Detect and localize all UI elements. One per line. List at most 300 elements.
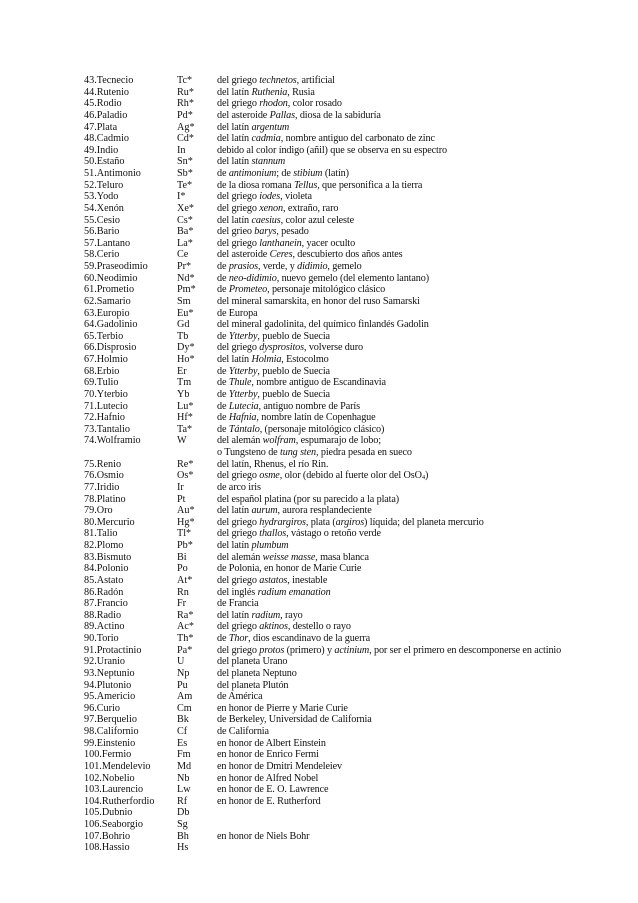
element-origin	[217, 168, 349, 180]
element-symbol: Hf*	[177, 412, 193, 424]
element-origin	[217, 354, 329, 366]
origin-text: del griego	[217, 202, 260, 214]
origin-italic-text: barys	[254, 226, 277, 238]
element-origin	[217, 656, 287, 668]
origin-text: del latín	[217, 540, 252, 551]
origin-text: ; de	[276, 168, 294, 179]
element-symbol: Ce	[177, 249, 189, 261]
element-symbol: Er	[177, 365, 187, 377]
element-name: 81.Talio	[84, 528, 118, 540]
element-row	[84, 168, 624, 180]
origin-text: , violeta	[280, 191, 312, 203]
origin-text: , yacer oculto	[301, 237, 356, 249]
element-origin	[217, 308, 258, 320]
element-name: 105.Dubnio	[84, 807, 133, 819]
element-row	[84, 203, 624, 215]
element-row	[84, 819, 624, 831]
origin-text: del griego	[217, 516, 260, 528]
element-row	[84, 703, 624, 715]
origin-text: del asteroide	[217, 249, 270, 261]
origin-text: , nuevo gemelo (del elemento lantano)	[276, 272, 430, 284]
origin-subscript: 4	[421, 474, 425, 482]
origin-text: de	[217, 261, 229, 272]
element-name: 87.Francio	[84, 598, 128, 610]
origin-text: , masa blanca	[315, 551, 369, 563]
element-name: 86.Radón	[84, 586, 124, 598]
origin-text: en honor de Pierre y Marie Curie	[217, 702, 348, 714]
element-name: 104.Rutherfordio	[84, 795, 155, 807]
origin-text: , piedra pesada en sueco	[316, 447, 412, 458]
element-row	[84, 494, 624, 506]
origin-italic-text: neo-didimio	[228, 272, 277, 284]
element-origin	[217, 714, 372, 726]
element-row	[84, 621, 624, 633]
element-symbol: Po	[177, 563, 188, 575]
origin-italic-text: stannum	[251, 156, 286, 168]
element-name: 45.Rodio	[84, 98, 122, 110]
element-name: 65.Terbio	[84, 330, 124, 342]
origin-text: del planeta Plutón	[217, 679, 289, 691]
element-origin	[217, 447, 412, 459]
origin-text: de	[217, 284, 229, 296]
element-origin	[217, 773, 318, 785]
origin-text: del griego	[217, 621, 260, 633]
element-origin	[217, 424, 384, 436]
element-name: 61.Prometio	[84, 284, 135, 296]
element-origin	[217, 226, 309, 238]
element-origin	[217, 412, 376, 424]
element-name: 78.Platino	[84, 493, 126, 505]
element-origin	[217, 610, 303, 622]
element-name: 96.Curio	[84, 702, 120, 714]
element-origin	[217, 389, 330, 401]
origin-text: , espumarajo de lobo;	[295, 435, 381, 447]
element-name: 58.Cerio	[84, 249, 120, 261]
origin-italic-text: aurum	[251, 505, 278, 517]
origin-italic-text: caesius	[251, 214, 281, 226]
element-row	[84, 610, 624, 622]
element-row	[84, 412, 624, 424]
element-name: 95.Americio	[84, 691, 136, 703]
element-row	[84, 784, 624, 796]
origin-text: , vástago o retoño verde	[286, 528, 381, 540]
element-symbol: Xe*	[177, 202, 194, 214]
element-row	[84, 761, 624, 773]
origin-text: del latín	[217, 214, 252, 226]
origin-italic-text: Ytterby	[228, 365, 258, 377]
origin-text: del latín	[217, 86, 252, 98]
element-name: 94.Plutonio	[84, 679, 132, 691]
origin-text: , rayo	[280, 609, 303, 621]
element-origin	[217, 342, 363, 354]
element-name: 60.Neodimio	[84, 272, 138, 284]
element-row	[84, 133, 624, 145]
element-name: 89.Actino	[84, 621, 125, 633]
origin-text: del grieo	[217, 226, 255, 238]
element-origin	[217, 401, 360, 413]
element-row	[84, 122, 624, 134]
element-name: 101.Mendelevio	[84, 760, 151, 772]
element-name: 54.Xenón	[84, 202, 124, 214]
element-origin	[217, 273, 429, 285]
origin-text: , aurora resplandeciente	[277, 505, 372, 517]
element-origin	[217, 598, 259, 610]
origin-text: de	[217, 633, 229, 644]
origin-text: de	[217, 330, 229, 342]
origin-italic-text: antimonium	[228, 168, 277, 179]
origin-text: , dios escandinavo de la guerra	[248, 633, 371, 644]
element-row	[84, 587, 624, 599]
element-row	[84, 424, 624, 436]
element-row	[84, 668, 624, 680]
element-symbol: Md	[177, 760, 192, 772]
origin-text: , Rusia	[287, 86, 315, 98]
element-symbol: Pm*	[177, 284, 196, 296]
element-symbol: At*	[177, 574, 193, 586]
element-symbol: Hs	[177, 842, 189, 854]
origin-text: , que personifica a la tierra	[317, 179, 423, 191]
element-name: 46.Paladio	[84, 109, 128, 121]
element-row	[84, 459, 624, 471]
element-symbol: U	[177, 656, 185, 668]
element-origin	[217, 726, 269, 738]
origin-text: (latín)	[322, 168, 349, 179]
origin-italic-text: Holmia	[251, 354, 282, 365]
element-name: 47.Plata	[84, 121, 118, 133]
origin-text: del latín, Rhenus, el río Rin.	[217, 458, 329, 470]
element-row	[84, 598, 624, 610]
origin-italic-text: protos	[259, 644, 285, 656]
element-row	[84, 796, 624, 808]
element-name: 83.Bismuto	[84, 551, 132, 563]
element-origin	[217, 156, 285, 168]
origin-text: , volverse duro	[303, 342, 363, 354]
element-row	[84, 680, 624, 692]
element-symbol: Tl*	[177, 528, 192, 540]
element-row	[84, 691, 624, 703]
element-name: 76.Osmio	[84, 470, 124, 482]
element-name: 51.Antimonio	[84, 168, 141, 179]
origin-text: o Tungsteno de	[217, 447, 281, 458]
element-origin	[217, 110, 381, 122]
origin-italic-text: cadmia	[251, 133, 281, 145]
origin-text: de	[217, 377, 229, 389]
origin-text: , extraño, raro	[282, 202, 339, 214]
element-symbol: Dy*	[177, 342, 195, 354]
origin-italic-text: Ruthenia	[251, 86, 288, 98]
element-symbol: Cs*	[177, 214, 193, 226]
origin-text: del latín	[217, 133, 252, 145]
origin-italic-text: Ytterby	[228, 388, 258, 400]
origin-text: , destello o rayo	[287, 621, 351, 633]
element-name: 80.Mercurio	[84, 516, 135, 528]
element-row	[84, 401, 624, 413]
origin-text: ) líquida; del planeta mercurio	[364, 516, 484, 528]
element-name: 100.Fermio	[84, 749, 132, 761]
origin-text: de arco iris	[217, 481, 261, 493]
origin-italic-text: Ceres	[269, 249, 293, 261]
origin-text: del mineral gadolinita, del químico finlandés Gadolin	[217, 319, 429, 331]
element-name: 108.Hassio	[84, 842, 130, 854]
element-origin	[217, 552, 369, 564]
origin-text: en honor de Dmitri Mendeleiev	[217, 760, 342, 772]
origin-italic-text: argentum	[251, 121, 290, 133]
element-origin	[217, 645, 561, 657]
element-name: 44.Rutenio	[84, 86, 129, 98]
element-row	[84, 261, 624, 273]
origin-text: de	[217, 168, 229, 179]
element-symbol: Sg	[177, 819, 188, 830]
origin-text: del griego	[217, 98, 260, 110]
origin-italic-text: lanthanein	[259, 237, 302, 249]
element-origin	[217, 528, 381, 540]
element-origin	[217, 749, 319, 761]
element-origin	[217, 133, 435, 145]
element-symbol: Fm	[177, 749, 191, 761]
element-symbol: Ta*	[177, 423, 193, 435]
element-name: 56.Bario	[84, 226, 120, 238]
element-name: 70.Yterbio	[84, 388, 128, 400]
origin-text: de	[217, 388, 229, 400]
element-row	[84, 482, 624, 494]
element-row	[84, 145, 624, 157]
origin-text: , nombre antiguo del carbonato de zinc	[280, 133, 435, 145]
element-row	[84, 633, 624, 645]
element-symbol: Cd*	[177, 133, 194, 145]
origin-text: , antiguo nombre de París	[258, 400, 360, 412]
element-origin	[217, 459, 328, 471]
origin-text: , diosa de la sabiduría	[294, 109, 381, 121]
origin-text: , verde, y	[257, 261, 298, 272]
origin-italic-text: Prometeo	[228, 284, 268, 296]
element-origin	[217, 180, 422, 192]
element-symbol: I*	[177, 191, 186, 203]
element-symbol: Pd*	[177, 109, 193, 121]
element-row	[84, 238, 624, 250]
origin-text: , Estocolmo	[281, 354, 329, 365]
element-list	[84, 75, 624, 854]
element-symbol: Lu*	[177, 400, 194, 412]
element-name: 59.Praseodimio	[84, 261, 148, 272]
origin-text: , nombre latín de Copenhague	[256, 412, 376, 424]
element-name: 48.Cadmio	[84, 133, 129, 145]
origin-text: en honor de Albert Einstein	[217, 737, 326, 749]
element-symbol: Bi	[177, 551, 187, 563]
element-row	[84, 284, 624, 296]
element-name: 98.Californio	[84, 726, 139, 737]
element-symbol: Rn	[177, 586, 189, 598]
element-row	[84, 191, 624, 203]
element-origin	[217, 145, 447, 157]
origin-text: de	[217, 365, 229, 377]
element-symbol: Pt	[177, 493, 186, 505]
element-name: 53.Yodo	[84, 191, 119, 203]
origin-text: , por ser el primero en descomponerse en actinio	[369, 644, 562, 656]
element-name: 88.Radio	[84, 609, 122, 621]
origin-text: del español platina (por su parecido a la plata)	[217, 493, 400, 505]
element-symbol: Sm	[177, 295, 191, 307]
origin-italic-text: Pallas	[269, 109, 295, 121]
origin-text: del griego	[217, 470, 260, 482]
element-origin	[217, 377, 386, 389]
origin-text: de Berkeley, Universidad de California	[217, 714, 372, 726]
origin-text: del griego	[217, 342, 260, 354]
element-name: 52.Teluro	[84, 179, 124, 191]
origin-text: del latín	[217, 609, 252, 621]
element-origin	[217, 296, 420, 308]
origin-text: , olor (debido al fuerte olor del OsO	[279, 470, 422, 482]
element-row	[84, 575, 624, 587]
origin-italic-text: plumbum	[251, 540, 289, 551]
element-origin	[217, 621, 351, 633]
origin-text: (primero) y	[284, 644, 335, 656]
origin-italic-text: hydrargiros	[259, 516, 306, 528]
element-symbol: Fr	[177, 598, 187, 610]
origin-text: en honor de E. O. Lawrence	[217, 784, 329, 796]
element-symbol: Eu*	[177, 307, 194, 319]
origin-italic-text: Hafnia	[228, 412, 257, 424]
origin-text: del latín	[217, 354, 252, 365]
origin-text: en honor de Enrico Fermi	[217, 749, 319, 761]
element-symbol: Bh	[177, 830, 189, 842]
element-row	[84, 842, 624, 854]
origin-italic-text: aktinos	[259, 621, 288, 633]
element-row	[84, 377, 624, 389]
element-name: 84.Polonio	[84, 563, 129, 575]
element-row	[84, 180, 624, 192]
element-origin	[217, 494, 399, 506]
element-symbol: Cf	[177, 726, 188, 737]
element-name: 85.Astato	[84, 574, 124, 586]
element-symbol: Ho*	[177, 354, 195, 365]
element-name: 92.Uranio	[84, 656, 126, 668]
origin-text: , gemelo	[327, 261, 362, 272]
origin-italic-text: astatos	[259, 574, 288, 586]
origin-italic-text: xenon	[259, 202, 283, 214]
element-name: 49.Indio	[84, 144, 119, 156]
origin-text: del latín	[217, 156, 252, 168]
origin-text: del alemán	[217, 435, 263, 447]
element-origin	[217, 435, 381, 447]
element-symbol: Pu	[177, 679, 188, 691]
element-symbol: Ba*	[177, 226, 194, 238]
element-row	[84, 156, 624, 168]
origin-text: del planeta Neptuno	[217, 667, 297, 679]
origin-text: en honor de Niels Bohr	[217, 830, 310, 842]
element-name: 68.Erbio	[84, 365, 120, 377]
element-symbol: Ru*	[177, 86, 194, 98]
element-origin	[217, 668, 297, 680]
element-name: 73.Tantalio	[84, 423, 130, 435]
element-name: 82.Plomo	[84, 540, 124, 551]
element-symbol: Pa*	[177, 644, 193, 656]
element-origin	[217, 680, 288, 692]
origin-text: en honor de Alfred Nobel	[217, 772, 319, 784]
element-symbol: La*	[177, 237, 193, 249]
element-row	[84, 296, 624, 308]
origin-text: en honor de E. Rutherford	[217, 795, 321, 807]
element-symbol: Ac*	[177, 621, 194, 633]
element-origin	[217, 691, 262, 703]
element-symbol: Ra*	[177, 609, 194, 621]
origin-italic-text: radium emanation	[257, 586, 331, 598]
element-row	[84, 354, 624, 366]
element-origin	[217, 203, 338, 215]
element-name: 77.Iridio	[84, 481, 120, 493]
origin-italic-text: osme	[259, 470, 280, 482]
element-origin	[217, 98, 342, 110]
element-symbol: Pb*	[177, 540, 193, 551]
origin-text: del griego	[217, 644, 260, 656]
origin-text: de Europa	[217, 307, 258, 319]
origin-italic-text: Lutecia	[228, 400, 259, 412]
element-row	[84, 447, 624, 459]
element-symbol: Lw	[177, 784, 191, 796]
element-row	[84, 249, 624, 261]
element-origin	[217, 563, 361, 575]
origin-text: , pesado	[276, 226, 309, 238]
element-origin	[217, 191, 312, 203]
element-row	[84, 517, 624, 529]
element-symbol: Nb	[177, 772, 190, 784]
origin-italic-text: Thule	[228, 377, 252, 389]
element-row	[84, 726, 624, 738]
element-origin	[217, 482, 261, 494]
element-origin	[217, 540, 289, 552]
element-origin	[217, 470, 428, 482]
origin-italic-text: prasios	[228, 261, 258, 272]
element-origin	[217, 738, 326, 750]
origin-text: , (personaje mitológico clásico)	[259, 423, 385, 435]
origin-italic-text: argiros	[335, 516, 365, 528]
origin-text: de	[217, 400, 229, 412]
origin-text: de	[217, 412, 229, 424]
element-name: 103.Laurencio	[84, 784, 144, 796]
element-origin	[217, 249, 403, 261]
element-symbol: Cm	[177, 702, 192, 714]
element-origin	[217, 122, 289, 134]
element-name: 50.Estaño	[84, 156, 125, 168]
element-name: 99.Einstenio	[84, 737, 136, 749]
element-origin	[217, 703, 348, 715]
origin-text: , artificial	[296, 75, 335, 86]
origin-text: de	[217, 423, 229, 435]
element-row	[84, 528, 624, 540]
origin-text: , color rosado	[287, 98, 342, 110]
element-symbol: Am	[177, 691, 193, 703]
origin-text: de la diosa romana	[217, 179, 294, 191]
origin-italic-text: wolfram	[262, 435, 296, 447]
element-row	[84, 656, 624, 668]
element-symbol: Tm	[177, 377, 192, 389]
element-row	[84, 563, 624, 575]
element-origin	[217, 784, 328, 796]
element-origin	[217, 831, 309, 843]
element-row	[84, 435, 624, 447]
element-row	[84, 749, 624, 761]
element-name: 107.Bohrio	[84, 830, 131, 842]
element-row	[84, 738, 624, 750]
origin-italic-text: stibium	[293, 168, 323, 179]
origin-text: , personaje mitológico clásico	[267, 284, 386, 296]
element-row	[84, 540, 624, 552]
element-row	[84, 75, 624, 87]
element-name: 71.Lutecio	[84, 400, 128, 412]
element-origin	[217, 633, 370, 645]
element-name: 63.Europio	[84, 307, 130, 319]
origin-text: , nombre antiguo de Escandinavia	[251, 377, 386, 389]
element-symbol: Tb	[177, 330, 189, 342]
